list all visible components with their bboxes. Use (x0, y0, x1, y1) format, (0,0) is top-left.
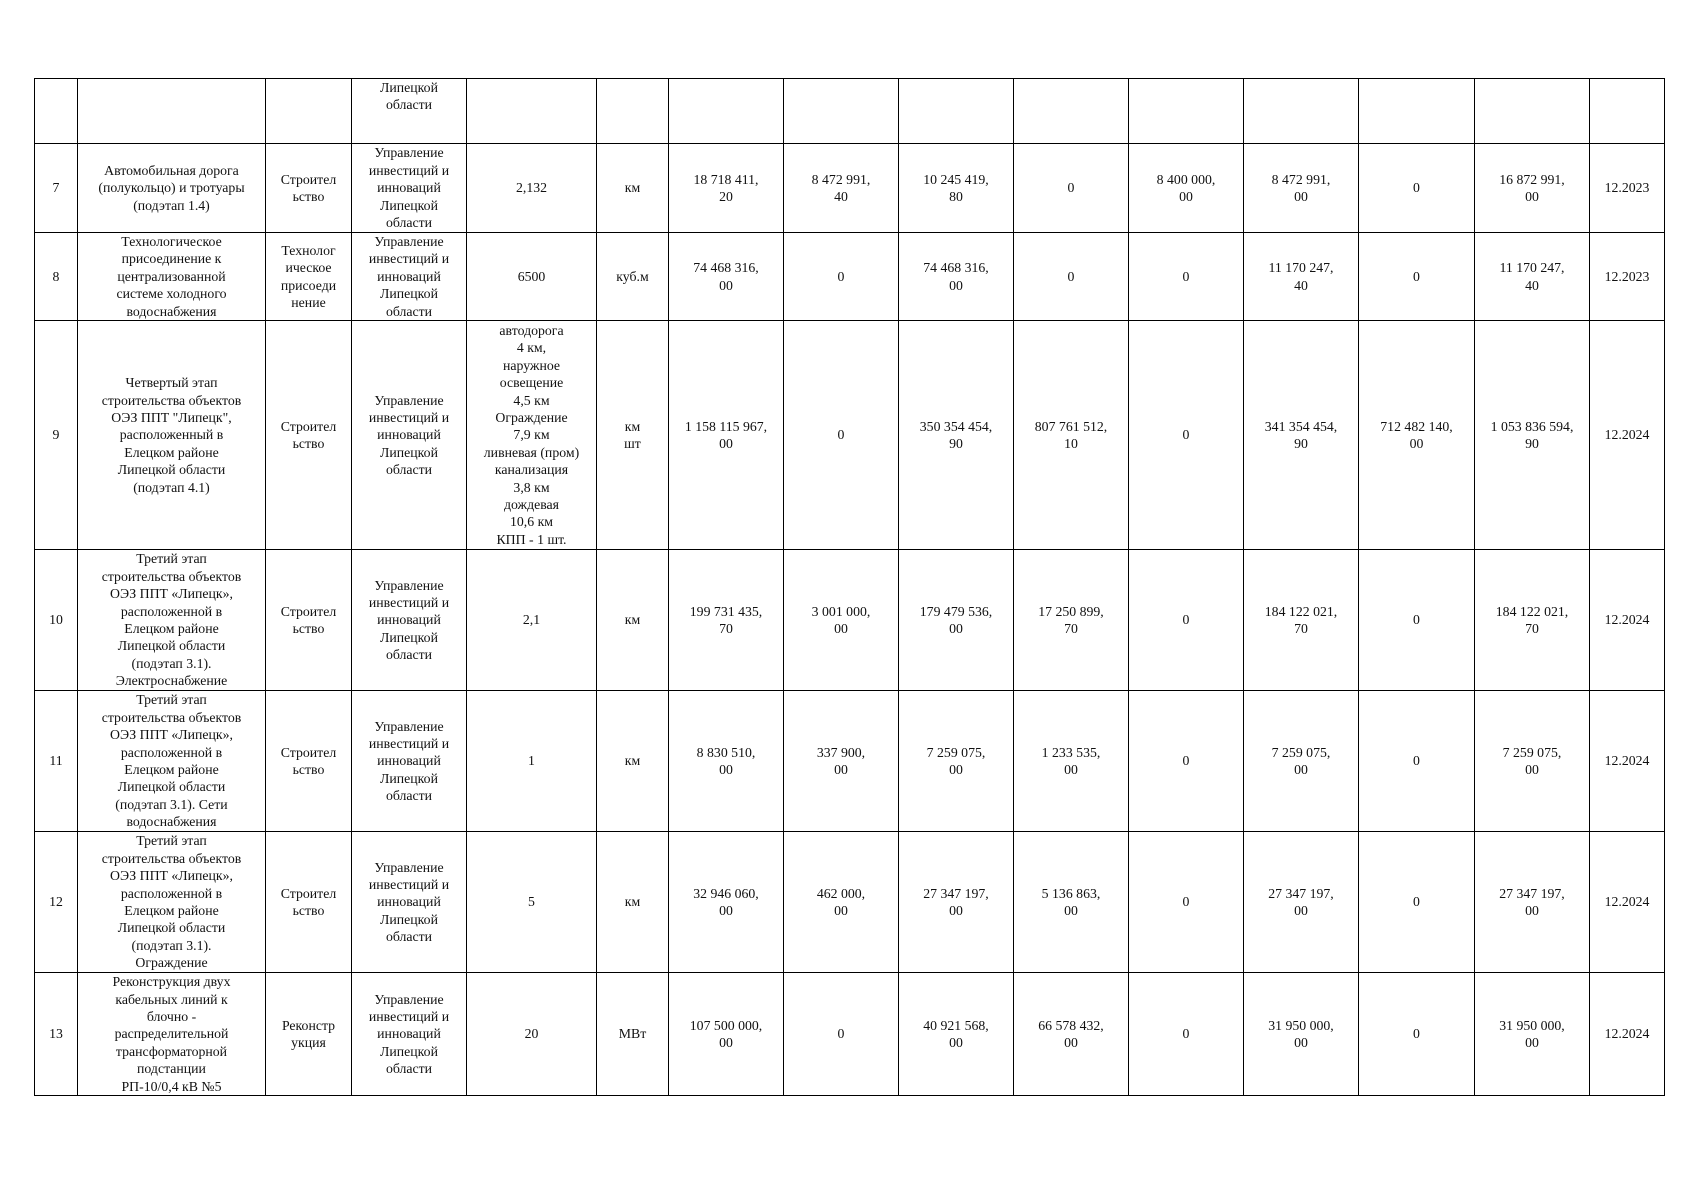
cell-col-12: 0 (1359, 691, 1475, 832)
cell-unit: км (597, 550, 669, 691)
cell-row-number: 10 (35, 550, 78, 691)
cell-col-9: 0 (1014, 144, 1129, 233)
cell-col-10: 0 (1129, 832, 1244, 973)
cell-col-8 (899, 79, 1014, 144)
cell-col-8: 350 354 454, 90 (899, 321, 1014, 550)
cell-customer: Управление инвестиций и инноваций Липецкой области (352, 233, 467, 321)
cell-work-type: Строител ьство (266, 691, 352, 832)
cell-work-type (266, 79, 352, 144)
cell-completion-date: 12.2024 (1590, 550, 1665, 691)
cell-col-12 (1359, 79, 1475, 144)
cell-work-type: Строител ьство (266, 832, 352, 973)
cell-col-13: 16 872 991, 00 (1475, 144, 1590, 233)
cell-col-7: 8 472 991, 40 (784, 144, 899, 233)
cell-object-name: Третий этап строительства объектов ОЭЗ ППТ «Липецк», расположенной в Елецком районе Липецкой области (подэтап 3.1). Ограждение (78, 832, 266, 973)
cell-row-number: 11 (35, 691, 78, 832)
cell-unit: км (597, 144, 669, 233)
cell-col-11: 8 472 991, 00 (1244, 144, 1359, 233)
cell-unit: МВт (597, 973, 669, 1096)
cell-col-8: 40 921 568, 00 (899, 973, 1014, 1096)
cell-work-type: Технолог ическое присоеди нение (266, 233, 352, 321)
cell-unit: куб.м (597, 233, 669, 321)
cell-row-number: 13 (35, 973, 78, 1096)
cell-customer: Липецкой области (352, 79, 467, 144)
cell-col-10: 0 (1129, 233, 1244, 321)
cell-capacity: 1 (467, 691, 597, 832)
cell-completion-date (1590, 79, 1665, 144)
cell-col-10 (1129, 79, 1244, 144)
cell-col-9: 66 578 432, 00 (1014, 973, 1129, 1096)
cell-work-type: Строител ьство (266, 321, 352, 550)
table-row (35, 321, 1665, 550)
cell-capacity: 20 (467, 973, 597, 1096)
cell-object-name (78, 79, 266, 144)
cell-capacity: 6500 (467, 233, 597, 321)
cell-object-name: Технологическое присоединение к централизованной системе холодного водоснабжения (78, 233, 266, 321)
table-row (35, 973, 1665, 1096)
table-row (35, 691, 1665, 832)
cell-capacity: автодорога 4 км, наружное освещение 4,5 км Ограждение 7,9 км ливневая (пром) канализация 3,8 км дождевая 10,6 км КПП - 1 шт. (467, 321, 597, 550)
cell-col-13: 11 170 247, 40 (1475, 233, 1590, 321)
cell-col-12: 0 (1359, 550, 1475, 691)
cell-row-number: 12 (35, 832, 78, 973)
cell-total-cost: 32 946 060, 00 (669, 832, 784, 973)
cell-col-9: 1 233 535, 00 (1014, 691, 1129, 832)
cell-row-number: 8 (35, 233, 78, 321)
cell-col-8: 179 479 536, 00 (899, 550, 1014, 691)
table-row (35, 144, 1665, 233)
cell-col-13: 1 053 836 594, 90 (1475, 321, 1590, 550)
cell-col-13: 184 122 021, 70 (1475, 550, 1590, 691)
cell-unit: км (597, 691, 669, 832)
cell-work-type: Строител ьство (266, 550, 352, 691)
cell-col-9: 17 250 899, 70 (1014, 550, 1129, 691)
cell-completion-date: 12.2024 (1590, 973, 1665, 1096)
cell-total-cost: 199 731 435, 70 (669, 550, 784, 691)
cell-customer: Управление инвестиций и инноваций Липецкой области (352, 321, 467, 550)
cell-col-12: 0 (1359, 973, 1475, 1096)
cell-col-13: 27 347 197, 00 (1475, 832, 1590, 973)
cell-row-number: 9 (35, 321, 78, 550)
table-row (35, 550, 1665, 691)
cell-unit: км шт (597, 321, 669, 550)
cell-col-9: 0 (1014, 233, 1129, 321)
cell-capacity: 2,1 (467, 550, 597, 691)
data-table (34, 78, 1665, 1096)
cell-col-11: 184 122 021, 70 (1244, 550, 1359, 691)
cell-col-12: 712 482 140, 00 (1359, 321, 1475, 550)
cell-object-name: Четвертый этап строительства объектов ОЭЗ ППТ "Липецк", расположенный в Елецком районе Липецкой области (подэтап 4.1) (78, 321, 266, 550)
cell-col-8: 7 259 075, 00 (899, 691, 1014, 832)
cell-col-8: 10 245 419, 80 (899, 144, 1014, 233)
cell-completion-date: 12.2023 (1590, 233, 1665, 321)
cell-total-cost: 74 468 316, 00 (669, 233, 784, 321)
cell-completion-date: 12.2024 (1590, 321, 1665, 550)
cell-col-9 (1014, 79, 1129, 144)
table-row (35, 233, 1665, 321)
cell-customer: Управление инвестиций и инноваций Липецкой области (352, 691, 467, 832)
cell-col-10: 0 (1129, 691, 1244, 832)
cell-col-8: 74 468 316, 00 (899, 233, 1014, 321)
cell-object-name: Автомобильная дорога (полукольцо) и тротуары (подэтап 1.4) (78, 144, 266, 233)
document-sheet (34, 78, 1665, 1096)
cell-col-11 (1244, 79, 1359, 144)
cell-col-11: 7 259 075, 00 (1244, 691, 1359, 832)
cell-total-cost: 18 718 411, 20 (669, 144, 784, 233)
cell-customer: Управление инвестиций и инноваций Липецкой области (352, 550, 467, 691)
cell-object-name: Реконструкция двух кабельных линий к блочно - распределительной трансформаторной подстанции РП-10/0,4 кВ №5 (78, 973, 266, 1096)
cell-col-13: 7 259 075, 00 (1475, 691, 1590, 832)
cell-col-12: 0 (1359, 233, 1475, 321)
cell-col-10: 0 (1129, 550, 1244, 691)
cell-col-7: 337 900, 00 (784, 691, 899, 832)
table-row (35, 79, 1665, 144)
cell-col-7: 462 000, 00 (784, 832, 899, 973)
cell-col-7: 0 (784, 973, 899, 1096)
cell-col-12: 0 (1359, 144, 1475, 233)
cell-completion-date: 12.2024 (1590, 691, 1665, 832)
cell-customer: Управление инвестиций и инноваций Липецкой области (352, 144, 467, 233)
cell-object-name: Третий этап строительства объектов ОЭЗ ППТ «Липецк», расположенной в Елецком районе Липецкой области (подэтап 3.1). Электроснабжение (78, 550, 266, 691)
cell-customer: Управление инвестиций и инноваций Липецкой области (352, 832, 467, 973)
cell-col-11: 31 950 000, 00 (1244, 973, 1359, 1096)
cell-object-name: Третий этап строительства объектов ОЭЗ ППТ «Липецк», расположенной в Елецком районе Липецкой области (подэтап 3.1). Сети водоснабжения (78, 691, 266, 832)
cell-col-9: 5 136 863, 00 (1014, 832, 1129, 973)
cell-capacity (467, 79, 597, 144)
cell-row-number (35, 79, 78, 144)
cell-unit: км (597, 832, 669, 973)
table-body (35, 79, 1665, 1096)
cell-col-7: 0 (784, 321, 899, 550)
cell-col-10: 0 (1129, 321, 1244, 550)
cell-capacity: 5 (467, 832, 597, 973)
cell-col-9: 807 761 512, 10 (1014, 321, 1129, 550)
cell-unit (597, 79, 669, 144)
cell-total-cost (669, 79, 784, 144)
cell-row-number: 7 (35, 144, 78, 233)
cell-col-11: 27 347 197, 00 (1244, 832, 1359, 973)
cell-col-13: 31 950 000, 00 (1475, 973, 1590, 1096)
cell-col-12: 0 (1359, 832, 1475, 973)
cell-customer: Управление инвестиций и инноваций Липецкой области (352, 973, 467, 1096)
table-row (35, 832, 1665, 973)
cell-total-cost: 1 158 115 967, 00 (669, 321, 784, 550)
cell-total-cost: 8 830 510, 00 (669, 691, 784, 832)
cell-capacity: 2,132 (467, 144, 597, 233)
cell-col-7 (784, 79, 899, 144)
cell-work-type: Строител ьство (266, 144, 352, 233)
cell-col-10: 0 (1129, 973, 1244, 1096)
cell-col-7: 0 (784, 233, 899, 321)
cell-col-8: 27 347 197, 00 (899, 832, 1014, 973)
cell-col-10: 8 400 000, 00 (1129, 144, 1244, 233)
cell-completion-date: 12.2024 (1590, 832, 1665, 973)
cell-col-11: 11 170 247, 40 (1244, 233, 1359, 321)
cell-total-cost: 107 500 000, 00 (669, 973, 784, 1096)
cell-col-13 (1475, 79, 1590, 144)
cell-completion-date: 12.2023 (1590, 144, 1665, 233)
cell-col-11: 341 354 454, 90 (1244, 321, 1359, 550)
cell-work-type: Реконстр укция (266, 973, 352, 1096)
cell-col-7: 3 001 000, 00 (784, 550, 899, 691)
